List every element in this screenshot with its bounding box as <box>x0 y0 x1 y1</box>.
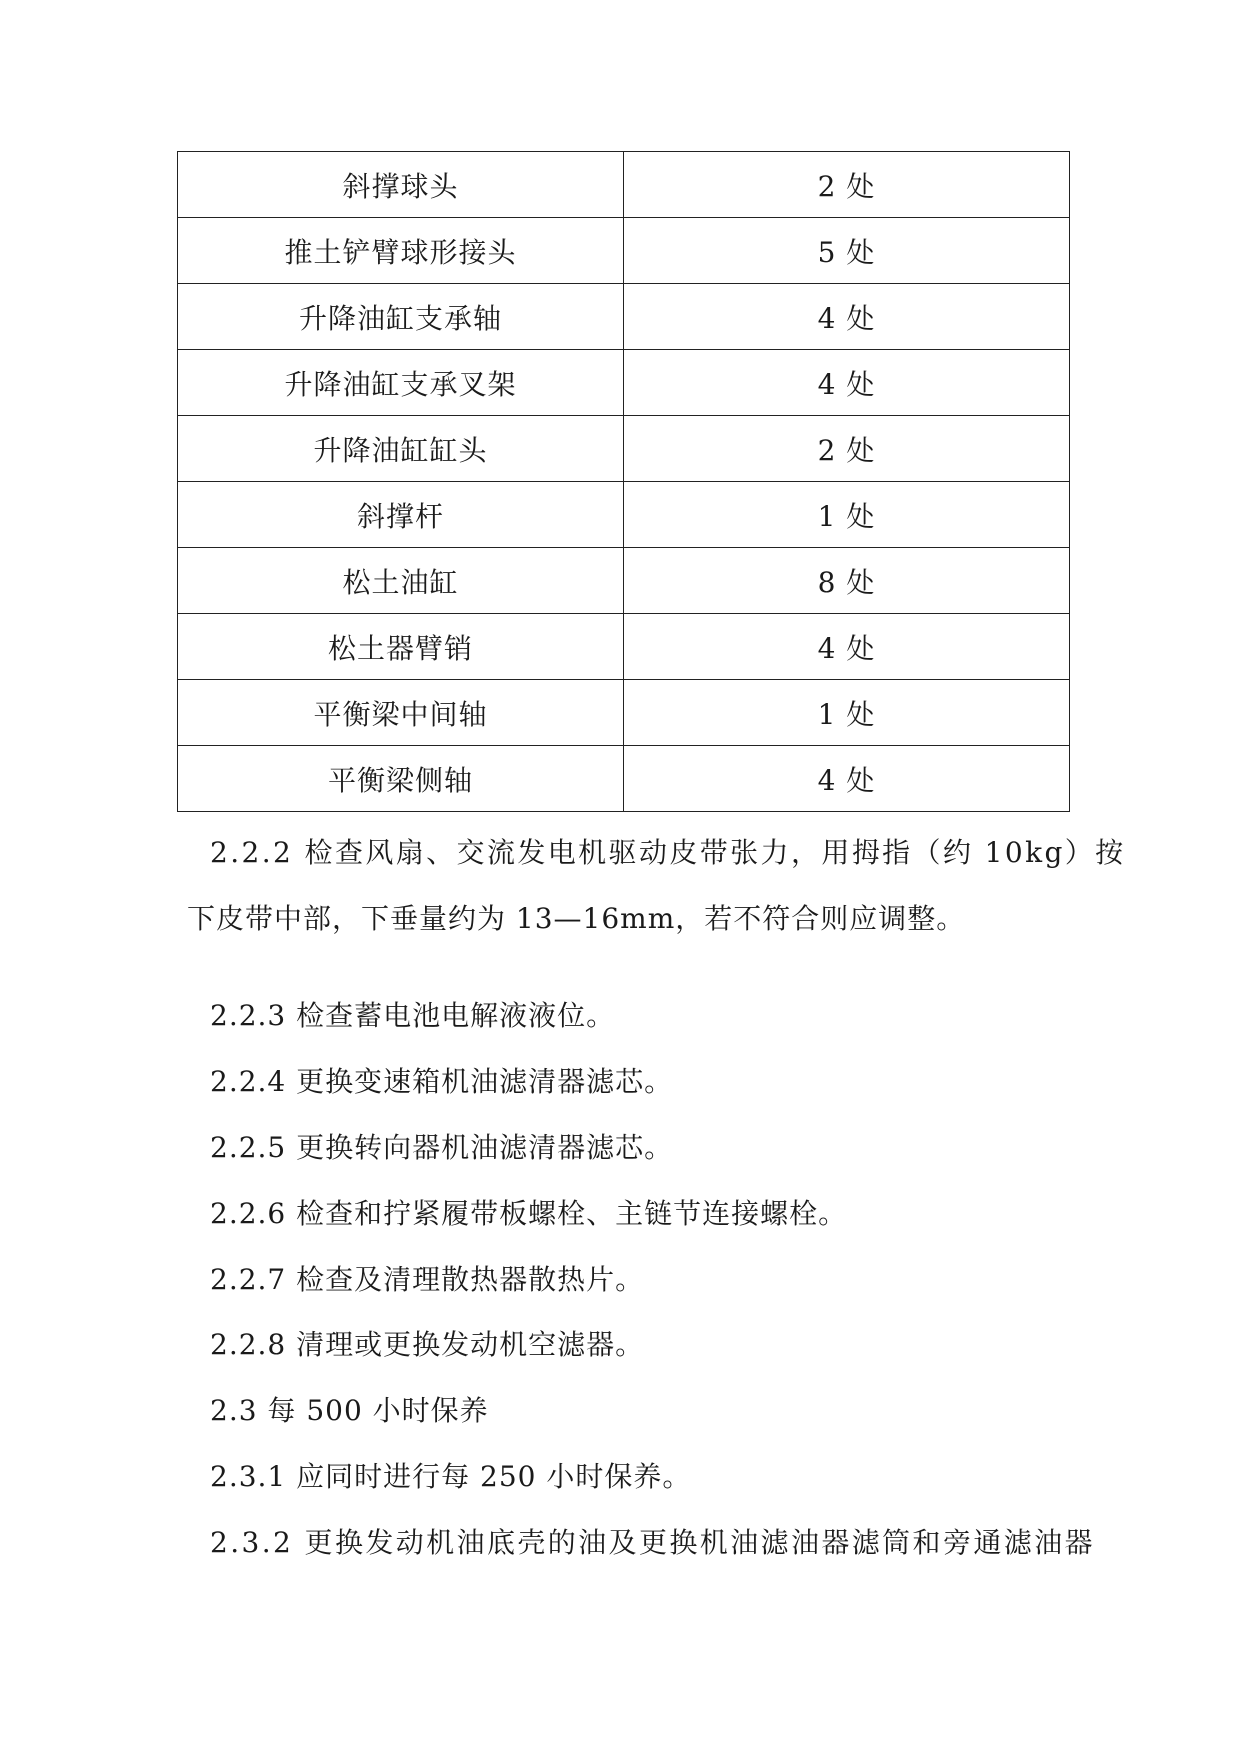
table-row <box>178 614 1070 680</box>
paragraph-2-2-7: 2.2.7 检查及清理散热器散热片。 <box>210 1263 645 1296</box>
table-row <box>178 152 1070 218</box>
table-cell-count: 1 处 <box>624 482 1070 548</box>
table-cell-part: 推土铲臂球形接头 <box>178 218 624 284</box>
table-row <box>178 746 1070 812</box>
table-cell-part: 升降油缸支承叉架 <box>178 350 624 416</box>
paragraph-2-3-1: 2.3.1 应同时进行每 250 小时保养。 <box>210 1460 692 1493</box>
table-cell-count: 5 处 <box>624 218 1070 284</box>
table-row <box>178 548 1070 614</box>
table-cell-count: 4 处 <box>624 350 1070 416</box>
table-row <box>178 284 1070 350</box>
table-cell-part: 斜撑球头 <box>178 152 624 218</box>
table-cell-count: 2 处 <box>624 152 1070 218</box>
table-cell-count: 4 处 <box>624 746 1070 812</box>
lubrication-points-table <box>177 151 1070 812</box>
table-cell-count: 8 处 <box>624 548 1070 614</box>
paragraph-2-2-4: 2.2.4 更换变速箱机油滤清器滤芯。 <box>210 1065 674 1098</box>
table-cell-count: 4 处 <box>624 284 1070 350</box>
table-row <box>178 416 1070 482</box>
paragraph-2-2-8: 2.2.8 清理或更换发动机空滤器。 <box>210 1328 645 1361</box>
paragraph-2-2-3: 2.2.3 检查蓄电池电解液液位。 <box>210 999 616 1032</box>
table-cell-part: 升降油缸缸头 <box>178 416 624 482</box>
table-cell-count: 4 处 <box>624 614 1070 680</box>
table-row <box>178 350 1070 416</box>
table-cell-part: 平衡梁中间轴 <box>178 680 624 746</box>
table-cell-count: 2 处 <box>624 416 1070 482</box>
table-row <box>178 482 1070 548</box>
table-row <box>178 218 1070 284</box>
paragraph-2-2-2-line-2: 下皮带中部，下垂量约为 13—16mm，若不符合则应调整。 <box>187 902 966 935</box>
paragraph-2-2-2-line-1: 2.2.2 检查风扇、交流发电机驱动皮带张力，用拇指（约 10kg）按 <box>210 836 1126 869</box>
paragraph-2-2-6: 2.2.6 检查和拧紧履带板螺栓、主链节连接螺栓。 <box>210 1197 848 1230</box>
table-cell-part: 松土油缸 <box>178 548 624 614</box>
table-cell-part: 平衡梁侧轴 <box>178 746 624 812</box>
paragraph-2-2-5: 2.2.5 更换转向器机油滤清器滤芯。 <box>210 1131 674 1164</box>
table-cell-part: 斜撑杆 <box>178 482 624 548</box>
table-row <box>178 680 1070 746</box>
paragraph-2-3-2: 2.3.2 更换发动机油底壳的油及更换机油滤油器滤筒和旁通滤油器 <box>210 1526 1095 1559</box>
table-cell-part: 松土器臂销 <box>178 614 624 680</box>
table-cell-count: 1 处 <box>624 680 1070 746</box>
section-heading-2-3: 2.3 每 500 小时保养 <box>210 1394 489 1427</box>
table-cell-part: 升降油缸支承轴 <box>178 284 624 350</box>
